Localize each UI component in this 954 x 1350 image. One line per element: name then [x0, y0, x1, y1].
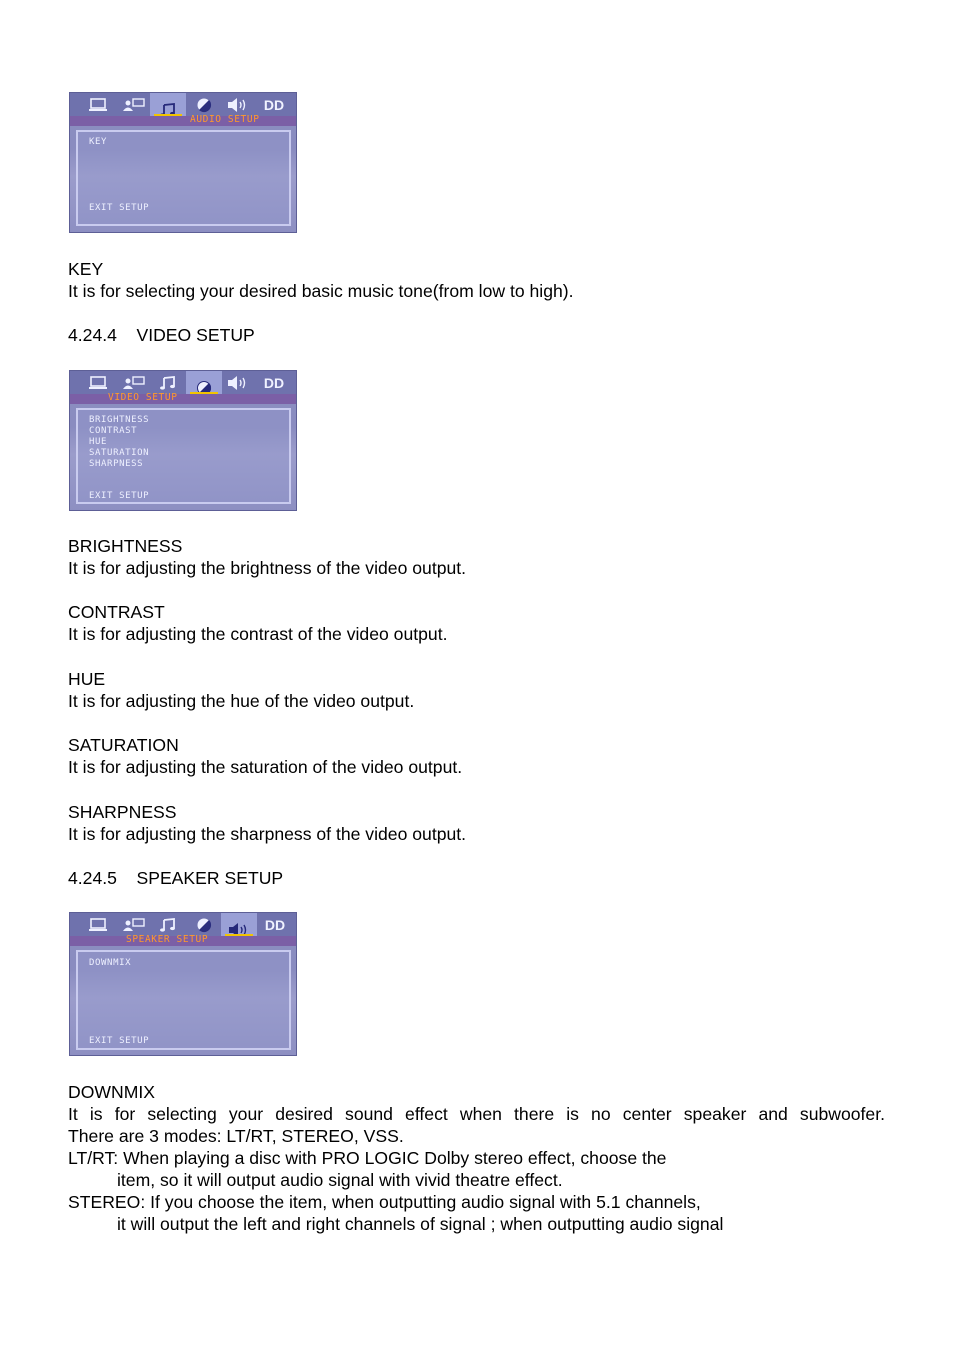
menu-item-exit-setup: EXIT SETUP: [89, 203, 150, 213]
menu-item-exit-setup: EXIT SETUP: [89, 491, 150, 501]
dolby-digital-tab: DD: [264, 916, 286, 933]
menu-item-hue: HUE: [89, 437, 108, 447]
audio-setup-menu-screenshot: [69, 92, 297, 233]
key-description: It is for selecting your desired basic music tone(from low to high).: [68, 281, 574, 301]
menu-title-bar: [70, 394, 296, 404]
menu-title: SPEAKER SETUP: [126, 934, 209, 945]
downmix-heading: DOWNMIX: [68, 1082, 155, 1102]
monitor-icon: [80, 371, 116, 394]
saturation-heading: SATURATION: [68, 735, 179, 755]
contrast-description: It is for adjusting the contrast of the video output.: [68, 624, 448, 644]
menu-item-contrast: CONTRAST: [89, 426, 138, 436]
stereo-mode-description-cont: it will output the left and right channels of signal ; when outputting audio signal: [117, 1214, 724, 1234]
speaker-icon: [220, 93, 256, 116]
video-setup-menu-screenshot: [69, 370, 297, 511]
saturation-description: It is for adjusting the saturation of the video output.: [68, 757, 463, 777]
user-display-icon: [116, 913, 152, 936]
menu-item-downmix: DOWNMIX: [89, 958, 132, 968]
menu-item-brightness: BRIGHTNESS: [89, 415, 150, 425]
video-setup-section-heading: 4.24.4 VIDEO SETUP: [68, 325, 255, 345]
dolby-digital-tab: DD: [263, 96, 285, 113]
downmix-modes: There are 3 modes: LT/RT, STEREO, VSS.: [68, 1126, 404, 1146]
brightness-heading: BRIGHTNESS: [68, 536, 183, 556]
speaker-setup-menu-screenshot: [69, 912, 297, 1056]
color-disc-icon: [186, 913, 222, 936]
menu-title: VIDEO SETUP: [108, 392, 178, 403]
menu-title-bar: [70, 116, 296, 126]
sharpness-description: It is for adjusting the sharpness of the video output.: [68, 824, 467, 844]
menu-item-exit-setup: EXIT SETUP: [89, 1036, 150, 1046]
user-display-icon: [116, 371, 152, 394]
brightness-description: It is for adjusting the brightness of the video output.: [68, 558, 467, 578]
music-note-icon: [150, 371, 186, 394]
menu-item-sharpness: SHARPNESS: [89, 459, 144, 469]
contrast-heading: CONTRAST: [68, 602, 165, 622]
monitor-icon: [80, 93, 116, 116]
ltrt-mode-description: LT/RT: When playing a disc with PRO LOGIC Dolby stereo effect, choose the: [68, 1148, 667, 1168]
hue-description: It is for adjusting the hue of the video output.: [68, 691, 415, 711]
downmix-description: It is for selecting your desired sound effect when there is no center speaker and subwoofer.: [68, 1104, 885, 1124]
key-heading: KEY: [68, 259, 104, 279]
menu-item-key: KEY: [89, 137, 108, 147]
speaker-icon: [220, 371, 256, 394]
menu-item-saturation: SATURATION: [89, 448, 150, 458]
color-disc-icon: [186, 93, 222, 116]
stereo-mode-description: STEREO: If you choose the item, when outputting audio signal with 5.1 channels,: [68, 1192, 701, 1212]
monitor-icon: [80, 913, 116, 936]
user-display-icon: [116, 93, 152, 116]
dolby-digital-tab: DD: [263, 374, 285, 391]
menu-title: AUDIO SETUP: [190, 114, 260, 125]
ltrt-mode-description-cont: item, so it will output audio signal with vivid theatre effect.: [117, 1170, 563, 1190]
sharpness-heading: SHARPNESS: [68, 802, 177, 822]
hue-heading: HUE: [68, 669, 106, 689]
speaker-setup-section-heading: 4.24.5 SPEAKER SETUP: [68, 868, 284, 888]
music-note-icon: [150, 913, 186, 936]
